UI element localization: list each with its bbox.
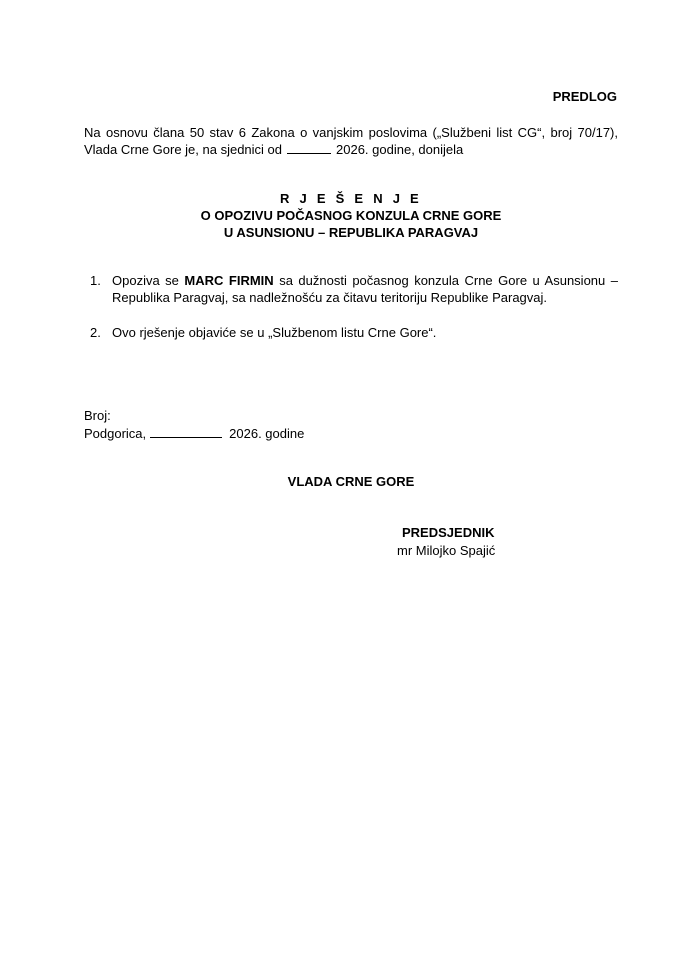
date-suffix: 2026. godine (229, 426, 305, 441)
item-text-before: Opoziva se (112, 273, 179, 288)
title-line-2: O OPOZIVU POČASNOG KONZULA CRNE GORE (200, 208, 502, 223)
signatory-title: PREDSJEDNIK (402, 525, 495, 540)
consul-name: MARC FIRMIN (184, 273, 274, 288)
item-number: 2. (90, 325, 101, 340)
list-item (84, 272, 618, 306)
item-text (112, 272, 618, 306)
session-date-blank (287, 141, 331, 154)
place-label: Podgorica, (84, 426, 147, 441)
title-line-3: U ASUNSIONU – REPUBLIKA PARAGVAJ (223, 225, 479, 240)
issuer-name: VLADA CRNE GORE (287, 474, 415, 489)
intro-paragraph (84, 124, 618, 158)
reference-number-label: Broj: (84, 408, 111, 423)
decision-title (84, 190, 618, 241)
item-number: 1. (90, 273, 101, 288)
decision-items (84, 272, 618, 359)
place-date-line (84, 425, 304, 442)
date-blank (150, 425, 222, 438)
item-text: Ovo rješenje objaviće se u „Službenom listu Crne Gore“. (112, 325, 437, 340)
intro-text-part2: 2026. godine, donijela (336, 142, 464, 157)
item-text-after: sa dužnosti počasnog konzula Crne Gore u Asunsionu – Republika Paragvaj, sa nadležnošću za čitavu teritoriju Republike Paragvaj. (112, 273, 618, 305)
title-line-1: R J E Š E N J E (280, 191, 422, 206)
document-label: PREDLOG (552, 89, 617, 104)
list-item (84, 324, 618, 341)
intro-text-part1: Na osnovu člana 50 stav 6 Zakona o vanjskim poslovima („Službeni list CG“, broj 70/17), Vlada Crne Gore je, na sjednici od (84, 125, 618, 157)
signatory-name: mr Milojko Spajić (397, 543, 496, 558)
